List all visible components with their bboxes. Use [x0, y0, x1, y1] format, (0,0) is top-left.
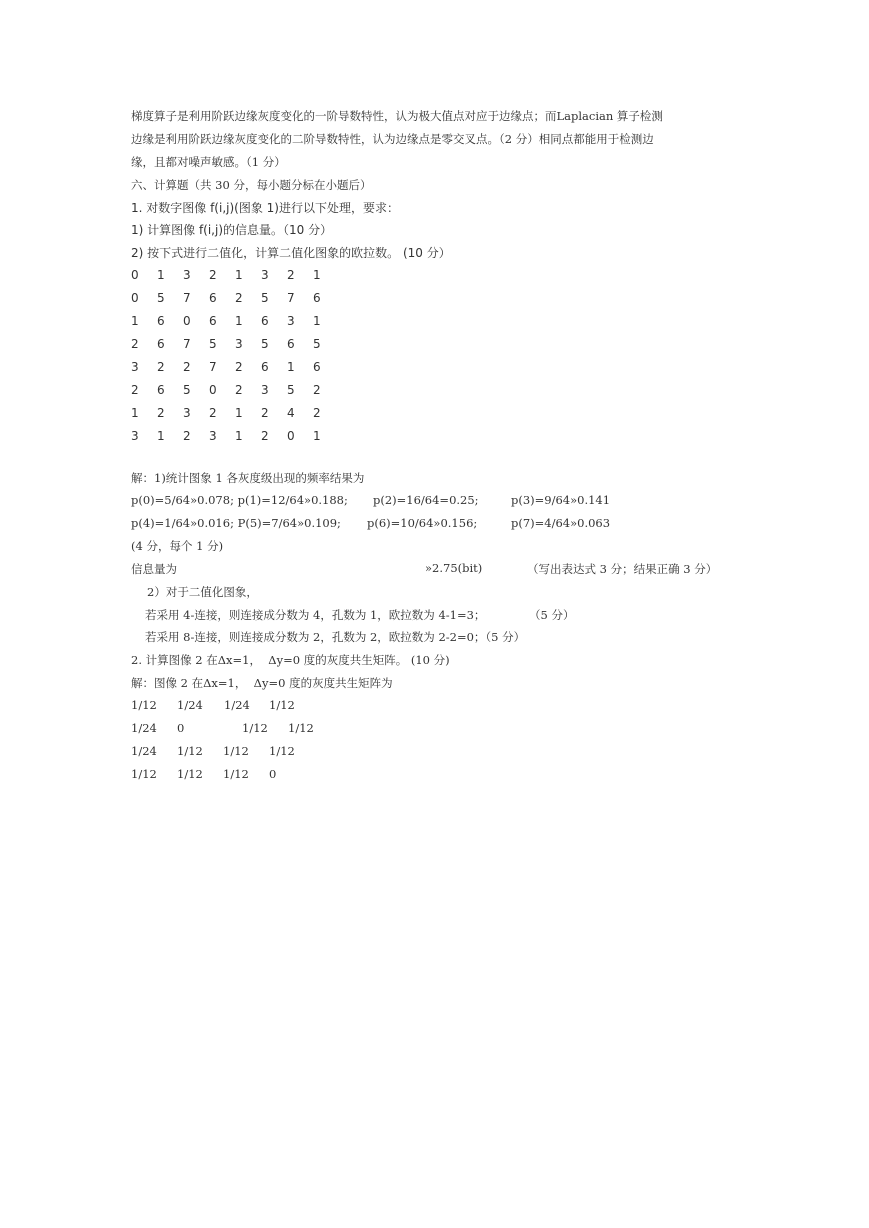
grid-cell: 6	[261, 314, 269, 328]
matrix-cell: 1/12	[131, 698, 157, 712]
grid-cell: 3	[261, 268, 269, 282]
grid-cell: 1	[235, 429, 243, 443]
part-2-score: （5 分）	[529, 608, 575, 622]
grid-cell: 2	[235, 291, 243, 305]
grid-cell: 2	[261, 406, 269, 420]
information-note: （写出表达式 3 分；结果正确 3 分）	[527, 562, 718, 576]
grid-cell: 1	[313, 429, 321, 443]
grid-cell: 0	[287, 429, 295, 443]
part-2-line-2: 若采用 8-连接，则连接成分数为 2，孔数为 2，欧拉数为 2-2=0；（5 分）	[145, 630, 526, 644]
grid-cell: 1	[157, 268, 165, 282]
grid-cell: 1	[313, 268, 321, 282]
part-2-text: 若采用 4-连接，则连接成分数为 4，孔数为 1，欧拉数为 4-1=3；	[145, 608, 486, 622]
grid-cell: 3	[183, 406, 191, 420]
matrix-cell: 1/12	[177, 767, 203, 781]
part-2-header: 2）对于二值化图象，	[147, 585, 258, 599]
grid-cell: 5	[183, 383, 191, 397]
grid-cell: 3	[183, 268, 191, 282]
grid-cell: 2	[183, 429, 191, 443]
frequency-text: p(7)=4/64»0.063	[511, 516, 611, 530]
question-1-sub-2: 2) 按下式进行二值化，计算二值化图象的欧拉数。 (10 分）	[131, 246, 451, 260]
matrix-cell: 1/12	[223, 744, 249, 758]
grid-cell: 7	[287, 291, 295, 305]
intro-line-2: 边缘是利用阶跃边缘灰度变化的二阶导数特性，认为边缘点是零交叉点。（2 分）相同点都能用于检测边	[131, 132, 654, 146]
grid-cell: 0	[183, 314, 191, 328]
grid-cell: 4	[287, 406, 295, 420]
solution-1-header: 解：1)统计图象 1 各灰度级出现的频率结果为	[131, 471, 365, 485]
grid-cell: 1	[235, 406, 243, 420]
grid-cell: 6	[261, 360, 269, 374]
matrix-cell: 1/12	[223, 767, 249, 781]
grid-cell: 0	[209, 383, 217, 397]
section-title: 六、计算题（共 30 分，每小题分标在小题后）	[131, 178, 372, 192]
grid-cell: 5	[313, 337, 321, 351]
grid-cell: 1	[313, 314, 321, 328]
grid-cell: 2	[235, 360, 243, 374]
intro-line-1: 梯度算子是利用阶跃边缘灰度变化的一阶导数特性，认为极大值点对应于边缘点；而Laplacian 算子检测	[131, 109, 663, 123]
grid-cell: 1	[157, 429, 165, 443]
grid-cell: 5	[261, 291, 269, 305]
grid-cell: 3	[261, 383, 269, 397]
grid-cell: 6	[209, 314, 217, 328]
grid-cell: 3	[209, 429, 217, 443]
question-2-title: 2. 计算图像 2 在Δx=1， Δy=0 度的灰度共生矩阵。 (10 分)	[131, 653, 450, 667]
matrix-cell: 1/12	[131, 767, 157, 781]
grid-cell: 2	[131, 337, 139, 351]
grid-cell: 2	[209, 406, 217, 420]
grid-cell: 5	[209, 337, 217, 351]
grid-cell: 1	[131, 406, 139, 420]
grid-cell: 1	[287, 360, 295, 374]
grid-cell: 6	[157, 337, 165, 351]
grid-cell: 1	[235, 268, 243, 282]
grid-cell: 5	[157, 291, 165, 305]
matrix-cell: 1/24	[131, 721, 157, 735]
matrix-cell: 1/12	[269, 744, 295, 758]
question-1-sub-1: 1) 计算图像 f(i,j)的信息量。（10 分）	[131, 223, 333, 237]
grid-cell: 2	[209, 268, 217, 282]
frequency-text: p(0)=5/64»0.078; p(1)=12/64»0.188;	[131, 493, 348, 507]
intro-line-3: 缘，且都对噪声敏感。（1 分）	[131, 155, 286, 169]
score-note: (4 分，每个 1 分)	[131, 539, 224, 553]
frequency-text: p(3)=9/64»0.141	[511, 493, 611, 507]
grid-cell: 6	[157, 383, 165, 397]
grid-cell: 2	[313, 406, 321, 420]
matrix-cell: 1/12	[177, 744, 203, 758]
grid-cell: 6	[287, 337, 295, 351]
grid-cell: 6	[313, 360, 321, 374]
grid-cell: 3	[287, 314, 295, 328]
grid-cell: 7	[183, 337, 191, 351]
grid-cell: 0	[131, 268, 139, 282]
grid-cell: 5	[287, 383, 295, 397]
frequency-text: p(2)=16/64=0.25;	[373, 493, 479, 507]
grid-cell: 3	[131, 429, 139, 443]
grid-cell: 2	[313, 383, 321, 397]
grid-cell: 1	[235, 314, 243, 328]
frequency-text: p(4)=1/64»0.016; P(5)=7/64»0.109;	[131, 516, 341, 530]
grid-cell: 2	[261, 429, 269, 443]
grid-cell: 5	[261, 337, 269, 351]
grid-cell: 2	[287, 268, 295, 282]
grid-cell: 0	[131, 291, 139, 305]
question-1-title: 1. 对数字图像 f(i,j)(图象 1)进行以下处理，要求：	[131, 201, 399, 215]
grid-cell: 1	[131, 314, 139, 328]
matrix-cell: 1/24	[131, 744, 157, 758]
frequency-text: p(6)=10/64»0.156;	[367, 516, 478, 530]
grid-cell: 2	[183, 360, 191, 374]
grid-cell: 2	[157, 406, 165, 420]
grid-cell: 6	[313, 291, 321, 305]
matrix-cell: 0	[177, 721, 185, 735]
grid-cell: 6	[209, 291, 217, 305]
information-label: 信息量为	[131, 562, 177, 576]
matrix-cell: 1/12	[242, 721, 268, 735]
grid-cell: 7	[183, 291, 191, 305]
matrix-cell: 1/12	[288, 721, 314, 735]
matrix-cell: 1/12	[269, 698, 295, 712]
grid-cell: 2	[235, 383, 243, 397]
grid-cell: 7	[209, 360, 217, 374]
solution-2-header: 解：图像 2 在Δx=1， Δy=0 度的灰度共生矩阵为	[131, 676, 393, 690]
grid-cell: 3	[235, 337, 243, 351]
matrix-cell: 1/24	[224, 698, 250, 712]
grid-cell: 3	[131, 360, 139, 374]
grid-cell: 6	[157, 314, 165, 328]
matrix-cell: 1/24	[177, 698, 203, 712]
grid-cell: 2	[157, 360, 165, 374]
grid-cell: 2	[131, 383, 139, 397]
information-value: »2.75(bit)	[425, 561, 483, 575]
matrix-cell: 0	[269, 767, 277, 781]
